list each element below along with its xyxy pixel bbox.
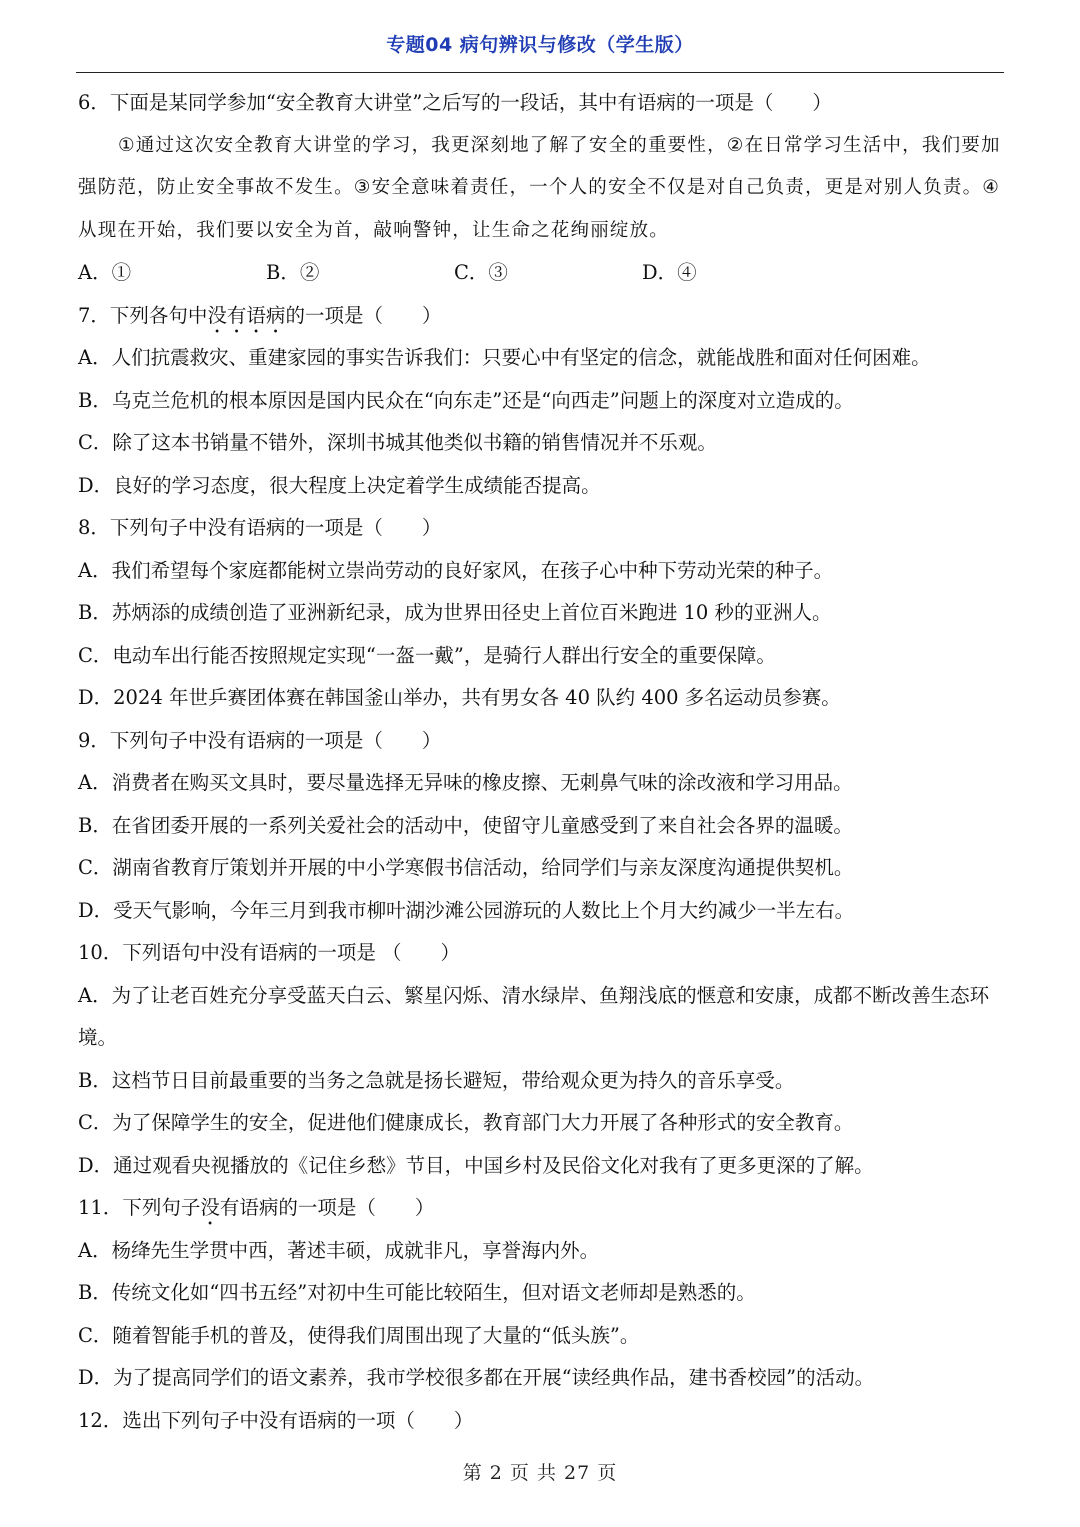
question-6-options — [78, 252, 1006, 295]
question-10-stem: 10．下列语句中没有语病的一项是 （ ） — [78, 941, 461, 964]
question-9-option-a: A．消费者在购买文具时，要尽量选择无异味的橡皮擦、无刺鼻气味的涂改液和学习用品。 — [78, 771, 853, 794]
question-11-option-c: C．随着智能手机的普及，使得我们周围出现了大量的“低头族”。 — [78, 1323, 640, 1347]
question-7-stem-emphasis: 没有语病 — [207, 303, 286, 327]
question-12-stem: 12．选出下列句子中没有语病的一项（ ） — [78, 1408, 474, 1432]
question-10-option-a: A．为了让老百姓充分享受蓝天白云、繁星闪烁、清水绿岸、鱼翔浅底的惬意和安康，成都不断改善生态环境。 — [78, 983, 990, 1049]
question-8-option-b: B．苏炳添的成绩创造了亚洲新纪录，成为世界田径史上首位百米跑进 10 秒的亚洲人。 — [78, 601, 832, 624]
question-7-option-d: D．良好的学习态度，很大程度上决定着学生成绩能否提高。 — [78, 473, 601, 497]
question-7-stem-prefix: 7．下列各句中 — [78, 303, 208, 327]
document-body — [78, 82, 1006, 1442]
question-11-option-b: B．传统文化如“四书五经”对初中生可能比较陌生，但对语文老师却是熟悉的。 — [78, 1281, 756, 1304]
question-11-stem-emphasis: 没 — [200, 1196, 220, 1219]
question-6-option-d: D．④ — [642, 261, 697, 284]
question-7-option-b: B．乌克兰危机的根本原因是国内民众在“向东走”还是“向西走”问题上的深度对立造成的。 — [78, 388, 854, 412]
question-6-option-b: B．② — [266, 261, 320, 284]
question-6-option-a: A．① — [78, 261, 132, 284]
question-8-option-a: A．我们希望每个家庭都能树立崇尚劳动的良好家风，在孩子心中种下劳动光荣的种子。 — [78, 558, 834, 582]
question-9-stem: 9．下列句子中没有语病的一项是（ ） — [78, 728, 442, 752]
page-header-title: 专题04 病句辨识与修改（学生版） — [386, 34, 694, 56]
question-7-stem — [78, 295, 1006, 338]
header-divider — [76, 72, 1004, 73]
question-6-option-c: C．③ — [454, 261, 508, 284]
question-9-option-c: C．湖南省教育厅策划并开展的中小学寒假书信活动，给同学们与亲友深度沟通提供契机。 — [78, 856, 854, 879]
question-11-stem — [78, 1187, 1006, 1230]
question-8-stem: 8．下列句子中没有语病的一项是（ ） — [78, 516, 442, 539]
question-8-option-c: C．电动车出行能否按照规定实现“一盔一戴”，是骑行人群出行安全的重要保障。 — [78, 643, 776, 667]
page-number-footer: 第 2 页 共 27 页 — [462, 1462, 618, 1484]
question-11-option-a: A．杨绛先生学贯中西，著述丰硕，成就非凡，享誉海内外。 — [78, 1238, 600, 1262]
question-10-option-c: C．为了保障学生的安全，促进他们健康成长，教育部门大力开展了各种形式的安全教育。 — [78, 1111, 854, 1134]
question-9-option-d: D．受天气影响，今年三月到我市柳叶湖沙滩公园游玩的人数比上个月大约减少一半左右。 — [78, 898, 855, 922]
question-7-stem-suffix: 的一项是（ ） — [285, 303, 442, 327]
question-8-option-d: D．2024 年世乒赛团体赛在韩国釜山举办，共有男女各 40 队约 400 多名运动员参赛。 — [78, 686, 841, 709]
question-10-option-b: B．这档节日目前最重要的当务之急就是扬长避短，带给观众更为持久的音乐享受。 — [78, 1068, 795, 1092]
question-9-option-b: B．在省团委开展的一系列关爱社会的活动中，使留守儿童感受到了来自社会各界的温暖。 — [78, 813, 853, 837]
question-7-option-a: A．人们抗震救灾、重建家园的事实告诉我们：只要心中有坚定的信念，就能战胜和面对任何困难。 — [78, 346, 931, 369]
question-11-stem-prefix: 11．下列句子 — [78, 1196, 201, 1219]
question-10-option-d: D．通过观看央视播放的《记住乡愁》节目，中国乡村及民俗文化对我有了更多更深的了解。 — [78, 1153, 874, 1177]
question-11-stem-suffix: 有语病的一项是（ ） — [219, 1196, 435, 1219]
question-6-stem: 6．下面是某同学参加“安全教育大讲堂”之后写的一段话，其中有语病的一项是（ ） — [78, 91, 832, 114]
question-11-option-d: D．为了提高同学们的语文素养，我市学校很多都在开展“读经典作品，建书香校园”的活动。 — [78, 1366, 875, 1389]
question-6-passage: ①通过这次安全教育大讲堂的学习，我更深刻地了解了安全的重要性，②在日常学习生活中，我们要加强防范，防止安全事故不发生。③安全意味着责任，一个人的安全不仅是对自己负责，更是对别人负责。④从现在开始，我们要以安全为首，敲响警钟，让生命之花绚丽绽放。 — [78, 134, 1001, 241]
question-7-option-c: C．除了这本书销量不错外，深圳书城其他类似书籍的销售情况并不乐观。 — [78, 431, 717, 454]
